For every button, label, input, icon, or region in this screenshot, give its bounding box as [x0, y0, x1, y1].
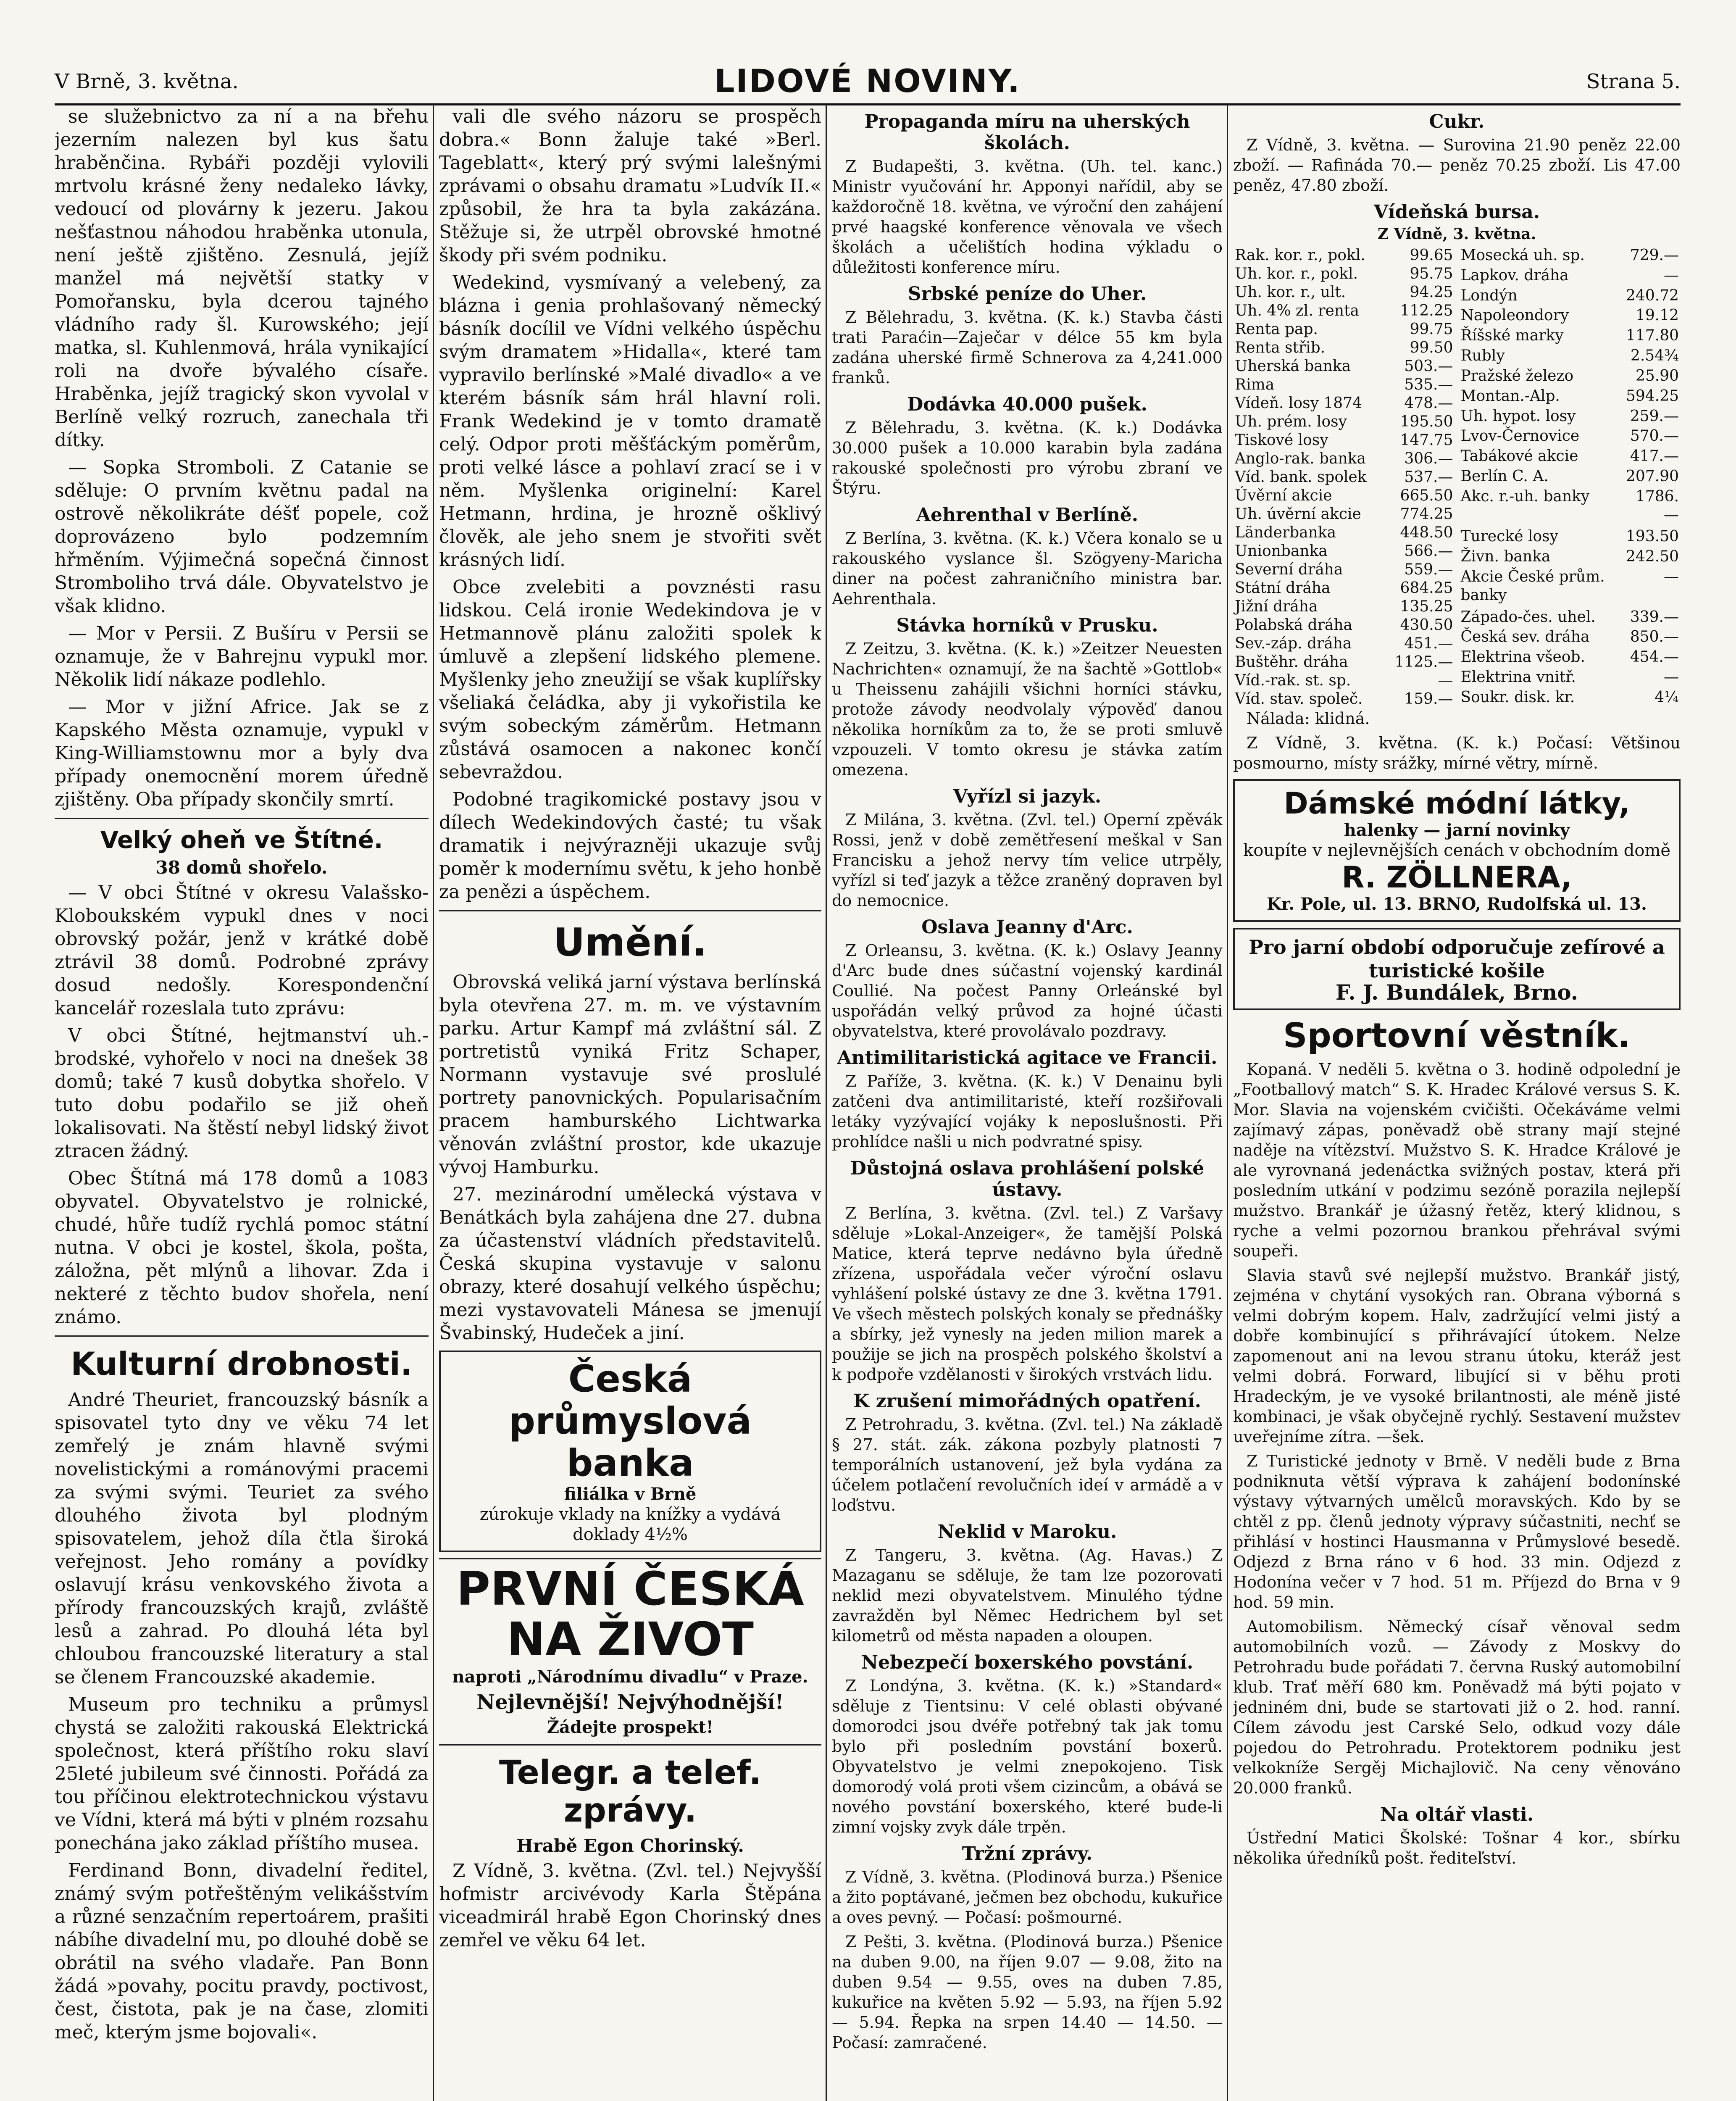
news-headline: Antimilitaristická agitace ve Francii. [837, 1047, 1218, 1069]
stock-value: 25.90 [1635, 367, 1679, 384]
column-2 [439, 105, 821, 2101]
donation-text: Ústřední Matici Školské: Tošnar 4 kor., sbírku několika úředníků pošt. řediteľství. [1233, 1829, 1681, 1867]
headline-telegraph: Telegr. a telef. zprávy. [499, 1754, 762, 1830]
stock-name: Tabákové akcie [1460, 448, 1578, 465]
column-divider [1227, 105, 1228, 2101]
stock-value: 774.25 [1400, 506, 1453, 523]
masthead-date: V Brně, 3. května. [55, 70, 239, 93]
column-1 [55, 105, 429, 2101]
stock-value: 117.80 [1626, 327, 1679, 345]
news-headline: Důstojná oslava prohlášení polské ústavy. [850, 1158, 1205, 1201]
stock-name: Lapkov. dráha [1460, 266, 1569, 284]
insurance-tagline: Nejlevnější! Nejvýhodnější! [476, 1690, 784, 1714]
stock-row [1233, 283, 1455, 302]
stock-name: Uh. kor. r., pokl. [1235, 265, 1358, 282]
stock-value: 503.— [1404, 358, 1453, 375]
stock-row [1233, 450, 1455, 468]
news-headline: Nebezpečí boxerského povstání. [861, 1652, 1194, 1673]
shirts-advertisement [1233, 928, 1681, 1010]
news-headline: K zrušení mimořádných opatření. [853, 1390, 1201, 1412]
stock-value: 417.— [1630, 448, 1679, 465]
article-paragraph: Obrovská veliká jarní výstava berlínská byla otevřena 27. m. m. ve výstavním parku. Artur Kampf má zvláštní sál. Z portretistů vyniká Fritz Schaper, Normann vystavuje své proslulé portrety panovnických. Popularisačním pracem hamburského Lichtwarka věnován zvláštní prostor, kde ukazuje vývoj Hamburku. [439, 972, 821, 1178]
stock-row [1459, 487, 1681, 528]
stock-name: Víd. bank. spolek [1235, 469, 1367, 486]
stock-value: 559.— [1404, 561, 1453, 578]
article-paragraph: Podobné tragikomické postavy jsou v dílech Wedekindových časté; tu však dramatik i nejvýrazněji ukazuje svůj poměr k modernímu světu, k jeho honbě za penězi a úspěchem. [439, 789, 821, 903]
news-text: Z Tangeru, 3. května. (Ag. Havas.) Z Mazaganu se sděluje, že tam lze pozorovati neklid mezi obyvatelstvem. Minulého týdne zavražděn byl Němec Hedrichem byl set kilometrů od města napaden a oloupen. [832, 1546, 1223, 1645]
news-headline: Srbské peníze do Uher. [907, 283, 1147, 305]
stock-name: Polabská dráha [1235, 616, 1353, 634]
article-paragraph: André Theuriet, francouzský básník a spisovatel tyto dny ve věku 74 let zemřelý je znám hlavně svými novelistickými a románovými pracemi za svými svými. Teuriet za svého dlouhého života byl plodným spisovatelem, jehož díla čtla široká veřejnost. Jeho romány a povídky oslavují krásu venkovského života a přírody francouzských krajů, zvláště lesů a zahrad. Po dlouhá léta byl chloubou francouzské literatury a stal se členem Francouzské akademie. [55, 1389, 429, 1688]
stock-name: Uh. prém. losy [1235, 413, 1347, 430]
sugar-headline: Cukr. [1429, 111, 1485, 132]
sport-paragraph: Kopaná. V neděli 5. května o 3. hodině odpolední je „Footballový match“ S. K. Hradec Králové versus S. K. Mor. Slavia na vojenském cvičišti. Očekáváme velmi zajímavý zápas, poněvadž obě strany mají stejné naděje na vítězství. Mužstvo S. K. Hradce Králové je ale vyrovnaná jedenáctka svižných postav, která při posledním utkání v podzimu sezóně porazila nejlepší mužstvo. Brankář je úžasný řetěz, který klidnou, s ryche a velmi pozornou brankou přehrával svými soupeři. [1233, 1060, 1681, 1260]
stock-row [1233, 505, 1455, 524]
stock-table-left [1233, 246, 1455, 708]
insurance-name: PRVNÍ ČESKÁ NA ŽIVOT [456, 1562, 804, 1666]
stock-name: Mosecká uh. sp. [1460, 247, 1585, 264]
article-paragraph: Ferdinand Bonn, divadelní ředitel, známý svým potřeštěným velikášstvím a různé senzačním repertoárem, prašiti nábíhe divadelní mu, po dlouhé době se obrátil na svého vladaře. Pan Bonn žádá »povahy, pocitu pravdy, poctivost, čest, čistota, pak je na čase, zlomiti meč, kterým jsme bojovali«. [55, 1860, 429, 2043]
sugar-text: Z Vídně, 3. května. — Surovina 21.90 peněz 22.00 zboží. — Rafináda 70.— peněz 70.25 zboží. Lis 47.00 peněz, 47.80 zboží. [1233, 136, 1681, 195]
bourse-date: Z Vídně, 3. května. [1377, 225, 1536, 243]
donation-headline: Na oltář vlasti. [1380, 1804, 1534, 1825]
market-headline: Tržní zprávy. [962, 1843, 1093, 1864]
bank-branch: filiálka v Brně [564, 1484, 697, 1504]
stock-name: Elektrina všeob. [1460, 648, 1585, 666]
stock-value: — [1664, 669, 1679, 686]
stock-name: Pražské železo [1460, 367, 1574, 384]
column-3 [832, 105, 1223, 2101]
stock-value: 594.25 [1626, 387, 1679, 405]
stock-value: 99.65 [1410, 247, 1453, 264]
stock-value: 240.72 [1626, 287, 1679, 304]
stock-row [1233, 579, 1455, 598]
stock-name: Tiskové losy [1235, 432, 1328, 449]
stock-name: Víd.-rak. st. sp. [1235, 672, 1351, 689]
masthead-page-number: Strana 5. [1586, 70, 1681, 93]
stock-row [1233, 561, 1455, 579]
stock-value: 99.50 [1410, 339, 1453, 356]
stock-row [1233, 468, 1455, 487]
stock-value: 2.54¾ [1630, 347, 1679, 365]
subheadline-fire: 38 domů shořelo. [155, 857, 328, 878]
news-text: Z Milána, 3. května. (Zvl. tel.) Operní zpěvák Rossi, jenž v době zemětřesení meškal v San Francisku a jehož nervy tím velice utrpěly, vyřízl si teď jazyk a těžce zraněný dopraven byl do nemocnice. [832, 811, 1223, 910]
stock-row [1233, 671, 1455, 690]
sport-paragraph: Z Turistické jednoty v Brně. V neděli bude z Brna podniknuta větší výprava k zahájení bodonínské výstavy výtvarných umělců moravských. Kdo by se chtěl z pp. členů jednoty výpravy súčastniti, nechť se přihlásí v hostinci Hausmanna v Průmyslové besedě. Odjezd z Brna ráno v 6 hod. 33 min. Odjezd z Hodonína večer v 7 hod. 51 m. Příjezd do Brna v 9 hod. 59 min. [1233, 1452, 1681, 1611]
article-paragraph: Obec Štítná má 178 domů a 1083 obyvatel. Obyvatelstvo je rolnické, chudé, hůře tudíž rychlá pomoc státní nutna. V obci je kostel, škola, pošta, záložna, pět mlýnů a lihovar. Zda i nekteré z těchto budov shořela, není známo. [55, 1168, 429, 1328]
stock-name: Anglo-rak. banka [1235, 450, 1366, 467]
stock-name: Severní dráha [1235, 561, 1343, 578]
stock-value: 451.— [1404, 635, 1453, 652]
sport-paragraph: Slavia stavů své nejlepší mužstvo. Brankář jistý, zejména v chytání vysokých ran. Obrana výborná s velmi dobrým kopem. Halv, zadržující velmi jistý a dobře kombinující s přihrávající útokem. Nelze zapomenout ani na levou stranu útoku, kteráž jest velmi dobrá. Forward, libující si v běhu proti Hradeckým, je ve vysoké brilantnosti, ale méně jisté kombinaci, je však obyčejně rychlý. Sestavení mužstev uveřejníme zítra. —šek. [1233, 1266, 1681, 1446]
stock-value: 448.50 [1400, 524, 1453, 541]
stock-row [1233, 320, 1455, 339]
sport-headline: Sportovní věstník. [1283, 1016, 1631, 1055]
stock-row [1459, 688, 1681, 708]
stock-value: 94.25 [1410, 284, 1453, 301]
article-paragraph: Z Vídně, 3. května. (Zvl. tel.) Nejvyšší hofmistr arcivévody Karla Štěpána viceadmirál hrabě Egon Chorinský dnes zemřel ve věku 64 let. [439, 1860, 821, 1951]
bank-offer: zúrokuje vklady na knížky a vydává doklady 4½% [479, 1505, 781, 1544]
stock-name: Renta pap. [1235, 321, 1318, 338]
stock-row [1459, 367, 1681, 387]
stock-value: 195.50 [1400, 413, 1453, 430]
stock-row [1459, 427, 1681, 447]
stock-row [1459, 326, 1681, 347]
stock-value: 566.— [1404, 542, 1453, 560]
stock-name: Živn. banka [1460, 548, 1551, 566]
stock-row [1459, 628, 1681, 648]
insurance-advertisement [439, 1558, 821, 1746]
column-4 [1233, 105, 1681, 2101]
stock-row [1459, 648, 1681, 668]
news-headline: Dodávka 40.000 pušek. [907, 394, 1147, 415]
stock-value: 159.— [1404, 690, 1453, 708]
fabric-line: koupíte v nejlevnějších cenách v obchodním domě [1243, 841, 1671, 860]
insurance-prospect: Žádejte prospekt! [547, 1717, 714, 1737]
stock-name: Uh. 4% zl. renta [1235, 302, 1359, 319]
stock-name: Akc. r.-uh. banky [1460, 487, 1590, 505]
stock-row [1459, 447, 1681, 467]
stock-value: 193.50 [1626, 528, 1679, 545]
stock-name: Západo-čes. uhel. [1460, 608, 1596, 626]
stock-value: 1786.— [1635, 487, 1679, 524]
stock-row [1233, 690, 1455, 708]
bourse-table [1233, 246, 1681, 708]
news-text: Z Petrohradu, 3. května. (Zvl. tel.) Na základě § 27. stát. zák. zákona pozbyly platnosti 7 temporálních ustanovení, jež byla vydána za účelem potlačení revolučních ideí v armádě a v loďstvu. [832, 1415, 1223, 1514]
bank-advertisement [439, 1351, 821, 1552]
fabric-subtitle: halenky — jarní novinky [1344, 820, 1570, 840]
stock-name: Uh. úvěrní akcie [1235, 506, 1361, 523]
stock-row [1233, 616, 1455, 635]
article-paragraph: — Mor v jižní Africe. Jak se z Kapského Města oznamuje, vypukl v King-Williamstownu mor a byly dva případy onemocnění morem úředně zjištěny. Oba případy skončily smrtí. [55, 696, 429, 810]
stock-row [1233, 487, 1455, 505]
news-text: Z Londýna, 3. května. (K. k.) »Standard« sděluje z Tientsinu: V celé oblasti obývané domorodci jsou dvéře potřebný tak jak tomu bylo při posledním povstání boxerů. Obyvatelstvo je velmi znepokojeno. Tisk domorodý volá proti všem cizincům, a obává se nového povstání boxerského, které bude-li zimní vojsky zvyk dále trpěn. [832, 1677, 1223, 1836]
stock-name: Lvov-Černovice [1460, 427, 1580, 445]
stock-name: Akcie České prům. banky [1460, 568, 1605, 604]
fabric-title: Dámské módní látky, [1284, 786, 1630, 821]
sport-paragraph: Automobilism. Německý císař věnoval sedm automobilních vozů. — Závody z Moskvy do Petrohradu bude pořádati 7. června Ruský automobilní klub. Trať měří 680 km. Poněvadž má býti pojato v jedniném dni, bude se startovati již o 2. hod. ranní. Cílem závodu jest Carské Selo, odkud vozy dále pojedou do Petrohradu. Protektorem podniku jest velkokníže Sergěj Michajlovič. Na ceny věnováno 20.000 franků. [1233, 1617, 1681, 1797]
shirts-title: Pro jarní období odporučuje zefírové a turistické košile [1249, 936, 1665, 982]
stock-name: Jižní dráha [1235, 598, 1318, 615]
news-headline: Neklid v Maroku. [937, 1521, 1117, 1543]
stock-row [1459, 608, 1681, 628]
news-text: Z Zeitzu, 3. května. (K. k.) »Zeitzer Neuesten Nachrichten« oznamují, že na šachtě »Gottlob« u Theissenu zahájili všichni horníci stávku, protože závody neodvolaly výpověď danou několika horníkům za to, že se proti smluvě vzpouzeli. V tomto okresu je stávka zatím omezena. [832, 640, 1223, 779]
article-paragraph: se služebnictvo za ní a na břehu jezerním nalezen byl kus šatu hraběnčina. Rybáři později vylovili mrtvolu krásné ženy nedaleko lávky, vedoucí od plovárny k jezeru. Jakou nešťastnou náhodou hraběnka utonula, není ještě zjištěno. Zesnulá, jejíž manžel má největší statky v Pomořansku, byla dcerou tajného vládního rady šl. Kurowského; její matka, sl. Kuhlenmová, hrála vynikající roli na dvoře bývalého císaře. Hraběnka, jejíž tragický skon vyvolal v Berlíně velký rozruch, zanechala tři dítky. [55, 106, 429, 451]
headline-culture: Kulturní drobnosti. [71, 1345, 413, 1382]
section-divider [55, 818, 429, 819]
stock-name: Uherská banka [1235, 358, 1351, 375]
stock-value: — [1438, 672, 1453, 689]
stock-row [1233, 635, 1455, 653]
stock-value: 850.— [1630, 628, 1679, 646]
stock-row [1459, 527, 1681, 548]
news-headline: Stávka horníků v Prusku. [896, 615, 1158, 636]
news-headline: Oslava Jeanny d'Arc. [921, 916, 1133, 938]
fabric-advertisement [1233, 779, 1681, 922]
market-text: Z Pešti, 3. května. (Plodinová burza.) Pšenice na duben 9.00, na říjen 9.07 — 9.08, žito na duben 9.54 — 9.55, oves na duben 7.85, kukuřice na květen 5.92 — 5.93, na říjen 5.92 — 5.94. Řepka na srpen 14.40 — 14.50. — Počasí: zamračené. [832, 1932, 1223, 2052]
stock-value: 537.— [1404, 469, 1453, 486]
stock-name: Turecké losy [1460, 528, 1558, 545]
news-text: Z Paříže, 3. května. (K. k.) V Denainu byli zatčeni dva antimilitaristé, kteří rozšiřovali letáky vyzývající vojáky k neposlušnosti. Při prohlídce našli u nich podvratné spisy. [832, 1072, 1223, 1151]
stock-value: 207.90 [1626, 467, 1679, 485]
article-paragraph: 27. mezinárodní umělecká výstava v Benátkách byla zahájena dne 27. dubna za účastenství vládních představitelů. Česká skupina vystavuje v salonu obrazy, které dosahují velkého úspěchu; mezi vystavovateli Mánesa se jmenují Švabinský, Hudeček a jiní. [439, 1184, 821, 1344]
stock-row [1233, 357, 1455, 376]
stock-name: Unionbanka [1235, 542, 1328, 560]
article-paragraph: — Mor v Persii. Z Bušíru v Persii se oznamuje, že v Bahrejnu vypukl mor. Několik lidí nákaze podlehlo. [55, 623, 429, 690]
masthead-title: LIDOVÉ NOVINY. [714, 62, 1021, 100]
subheadline-telegraph: Hrabě Egon Chorinský. [516, 1835, 744, 1856]
stock-name: Renta střib. [1235, 339, 1326, 356]
bourse-headline: Vídeňská bursa. [1373, 201, 1540, 223]
section-divider [55, 1335, 429, 1337]
news-text: Z Berlína, 3. května. (Zvl. tel.) Z Varšavy sděluje »Lokal-Anzeiger«, že tamější Polská Matice, která teprve nedávno byla úředně zřízena, uspořádala večer výroční oslavu vyhlášení polské ústavy ze dne 3. května 1791. Ve všech městech polských konaly se přednášky a sbírky, jež vynesly na jeden milion marek a použije se jich na prospěch polského školství a k podpoře vzdělanosti v širokých vrstvách lidu. [832, 1204, 1223, 1384]
stock-name: Úvěrní akcie [1235, 487, 1332, 504]
stock-row [1459, 347, 1681, 367]
stock-value: — [1664, 266, 1679, 284]
stock-value: 306.— [1404, 450, 1453, 467]
stock-name: Elektrina vnitř. [1460, 669, 1576, 686]
article-paragraph: — V obci Štítné v okresu Valašsko-Kloboukském vypukl dnes v noci obrovský požár, jenž v krátké době ztrávil 38 domů. Podrobné zprávy dosud nedošly. Korespondenční kancelář rozeslala tuto zprávu: [55, 882, 429, 1019]
article-paragraph: Wedekind, vysmívaný a velebený, za blázna i genia prohlašovaný německý básník docílil ve Vídni velkého úspěchu svým dramatem »Hidalla«, které tam vypravilo berlínské »Malé divadlo« a ve kterém básník sám hrál hlavní roli. Frank Wedekind je v tomto dramatě celý. Odpor proti měšťáckým poměrům, proti velké lásce a pohlaví zrací se i v něm. Myšlenka originelní: Karel Hetmann, hrdina, je hrozně ošklivý člověk, ale jeho snem je stvořiti svět krásných lidí. [439, 272, 821, 571]
stock-name: Říšské marky [1460, 327, 1564, 345]
stock-row [1459, 568, 1681, 608]
stock-name: Londýn [1460, 287, 1518, 304]
article-paragraph: — Sopka Stromboli. Z Catanie se sděluje: O prvním květnu padal na ostrově několikráte déšť popele, což doprovázeno bylo podzemním hřměním. Výjimečná sopečná činnost Stromboliho trvá dále. Obyvatelstvo je však klidno. [55, 457, 429, 617]
stock-value: 430.50 [1400, 616, 1453, 634]
stock-name: Víd. stav. společ. [1235, 690, 1363, 708]
stock-value: 665.50 [1400, 487, 1453, 504]
fabric-shop: R. ZÖLLNERA, [1341, 860, 1572, 895]
column-divider [433, 105, 434, 2101]
stock-value: 339.— [1630, 608, 1679, 626]
stock-name: Berlín C. A. [1460, 467, 1549, 485]
stock-row [1233, 246, 1455, 265]
news-headline: Propaganda míru na uherských školách. [864, 111, 1190, 154]
masthead [55, 7, 1681, 105]
stock-value: 570.— [1630, 427, 1679, 445]
news-text: Z Budapešti, 3. května. (Uh. tel. kanc.) Ministr vyučování hr. Apponyi nařídil, aby se každoročně 18. května, ve výroční den zahájení prvé haagské konference věnovala ve všech školách a učelištích hodina výkladu o důležitosti konference míru. [832, 157, 1223, 276]
stock-value: 99.75 [1410, 321, 1453, 338]
stock-value: 4¼ [1654, 688, 1679, 706]
stock-row [1233, 542, 1455, 561]
stock-name: Rima [1235, 376, 1275, 393]
market-text: Z Vídně, 3. května. (Plodinová burza.) Pšenice a žito poptávané, ječmen bez obchodu, kukuřice a oves pevný. — Počasí: pošmourné. [832, 1868, 1223, 1927]
headline-fire: Velký oheň ve Štítné. [100, 827, 383, 854]
section-divider [439, 910, 821, 911]
stock-name: Uh. hypot. losy [1460, 407, 1576, 425]
article-paragraph: V obci Štítné, hejtmanství uh.-brodské, vyhořelo v noci na dnešek 38 domů; také 7 kusů dobytka shořelo. V tuto dobu podařilo se již oheň lokalisovati. Na štěstí nebyl lidský život ztracen žádný. [55, 1025, 429, 1162]
stock-row [1233, 376, 1455, 394]
news-headline: Aehrenthal v Berlíně. [916, 504, 1139, 526]
news-text: Z Bělehradu, 3. května. (K. k.) Dodávka 30.000 pušek a 10.000 karabin byla zadána rakouské společnosti pro výrobu zbraní ve Štýru. [832, 419, 1223, 498]
stock-name: Rubly [1460, 347, 1505, 365]
stock-row [1459, 287, 1681, 307]
stock-value: 1125.— [1394, 653, 1453, 671]
stock-value: 147.75 [1400, 432, 1453, 449]
stock-row [1233, 598, 1455, 616]
stock-value: 454.— [1630, 648, 1679, 666]
fabric-address: Kr. Pole, ul. 13. BRNO, Rudolfská ul. 13. [1267, 894, 1647, 914]
stock-name: Česká sev. dráha [1460, 628, 1590, 646]
stock-row [1233, 431, 1455, 450]
stock-name: Montan.-Alp. [1460, 387, 1560, 405]
stock-value: 95.75 [1410, 265, 1453, 282]
stock-value: 242.50 [1626, 548, 1679, 566]
stock-value: 684.25 [1400, 579, 1453, 597]
stock-row [1233, 413, 1455, 431]
stock-row [1459, 387, 1681, 407]
stock-value: 112.25 [1400, 302, 1453, 319]
headline-art: Umění. [553, 920, 707, 965]
stock-name: Napoleondory [1460, 307, 1569, 324]
stock-name: Rak. kor. r., pokl. [1235, 247, 1365, 264]
stock-name: Soukr. disk. kr. [1460, 688, 1575, 706]
article-paragraph: vali dle svého názoru se prospěch dobra.« Bonn žaluje také »Berl. Tageblatt«, který prý svými lalešnými zprávami o obsahu dramatu »Ludvík II.« způsobil, že hra ta byla zakázána. Stěžuje si, že utrpěl obrovské hmotné škody při svém podniku. [439, 106, 821, 266]
stock-row [1459, 467, 1681, 487]
weather-report: Z Vídně, 3. května. (K. k.) Počasí: Většinou posmourno, místy srážky, mírné větry, mírně. [1233, 734, 1681, 772]
stock-name: Státní dráha [1235, 579, 1331, 597]
stock-value: — [1664, 568, 1679, 586]
stock-name: Vídeň. losy 1874 [1235, 395, 1362, 412]
article-paragraph: Obce zvelebiti a povznésti rasu lidskou. Celá ironie Wedekindova je v Hetmannově plánu založiti spolek k úmluvě a zlepšení lidského plemene. Myšlenky jeho zneužijí se však kuplířsky všeliaká čeládka, aby ji vykořistila ke svým sobeckým záměrům. Hetmann zůstává osamocen a nakonec končí sebevraždou. [439, 577, 821, 783]
bank-name: Česká průmyslová banka [509, 1357, 752, 1485]
article-paragraph: Museum pro techniku a průmysl chystá se založiti rakouská Elektrická společnost, která příštího roku slaví 25leté jubileum své činnosti. Pořádá za tou příčinou elektrotechnickou výstavu ve Vídni, která má býti v plném rozsahu ponechána jako základ příštího musea. [55, 1694, 429, 1854]
stock-row [1233, 394, 1455, 413]
insurance-address: naproti „Národnímu divadlu“ v Praze. [452, 1667, 808, 1687]
stock-row [1233, 339, 1455, 357]
stock-name: Buštěhr. dráha [1235, 653, 1348, 671]
column-divider [826, 105, 827, 2101]
stock-value: 19.12 [1635, 307, 1679, 324]
news-text: Z Orleansu, 3. května. (K. k.) Oslavy Jeanny d'Arc bude dnes súčastní vojenský kardinál Coullié. Na počest Panny Orleánské byl uspořádán velký průvod za hojné účasti obyvatelstva, které provolávalo pozdravy. [832, 941, 1223, 1040]
stock-row [1459, 266, 1681, 287]
stock-row [1459, 548, 1681, 568]
stock-value: 535.— [1404, 376, 1453, 393]
bourse-note: Nálada: klidná. [1247, 709, 1370, 728]
news-text: Z Berlína, 3. května. (K. k.) Včera konalo se u rakouského vyslance šl. Szögyeny-Maricha diner na počest zahraničního ministra bar. Aehrenthala. [832, 529, 1223, 608]
stock-row [1233, 265, 1455, 283]
stock-row [1459, 246, 1681, 266]
stock-value: 729.— [1630, 247, 1679, 264]
stock-value: 478.— [1404, 395, 1453, 412]
stock-row [1233, 524, 1455, 542]
shirts-firm: F. J. Bundálek, Brno. [1335, 980, 1578, 1005]
stock-value: 259.— [1630, 407, 1679, 425]
stock-value: 135.25 [1400, 598, 1453, 615]
stock-name: Sev.-záp. dráha [1235, 635, 1352, 652]
stock-table-right [1459, 246, 1681, 708]
stock-name: Länderbanka [1235, 524, 1336, 541]
stock-row [1459, 668, 1681, 688]
stock-name: Uh. kor. r., ult. [1235, 284, 1346, 301]
stock-row [1233, 302, 1455, 320]
news-headline: Vyřízl si jazyk. [953, 786, 1102, 807]
stock-row [1459, 407, 1681, 427]
stock-row [1233, 653, 1455, 671]
stock-row [1459, 306, 1681, 326]
news-text: Z Bělehradu, 3. května. (K. k.) Stavba části trati Paraćin—Zaječar v délce 55 km byla zadána uherské firmě Schnerova za 4,241.000 franků. [832, 308, 1223, 387]
